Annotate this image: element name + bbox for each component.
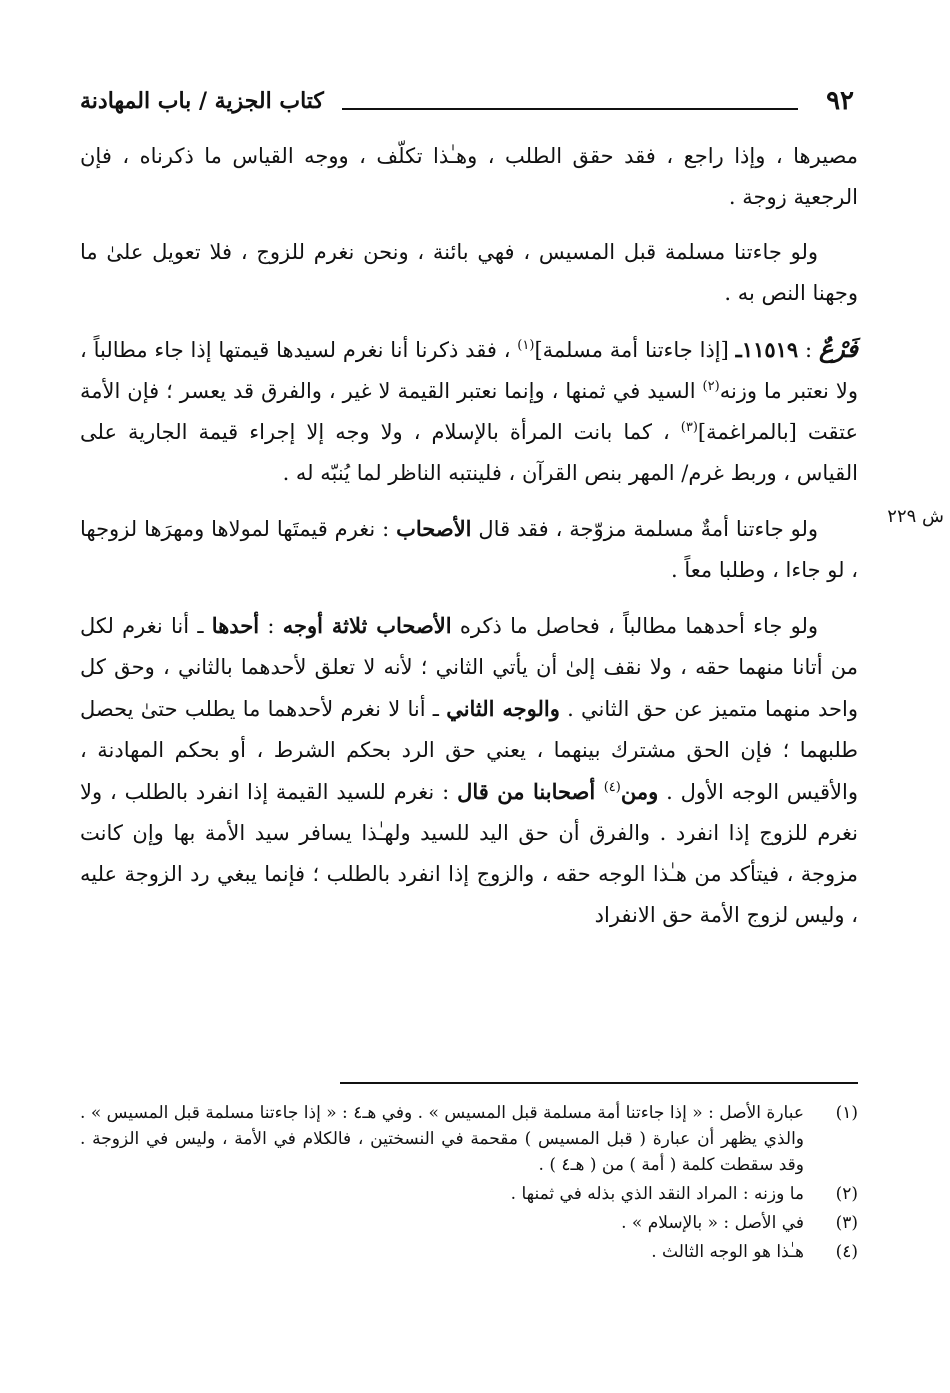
bold-term: أحدها — [211, 613, 260, 638]
running-header — [80, 86, 860, 122]
text-span: ـ أنا نغرم لكل من أتانا منهما حقه ، ولا نقف إلىٰ أن يأتي الثاني ؛ لأنه لا تعلق لأحدهما بالثاني ، وحق كل واحد منهما متميز عن حق الثاني . — [80, 614, 858, 721]
paragraph-continuation: مصيرها ، وإذا راجع ، فقد حقق الطلب ، وهـٰذا تكلّف ، ووجه القياس ما ذكرناه ، فإن الرجعية زوجة . — [80, 144, 858, 209]
text-span: السيد في ثمنها ، وإنما نعتبر القيمة لا غير ، والفرق قد يعسر ؛ فإن الأمة عتقت [بالمراغمة] — [80, 379, 858, 444]
text-span: ، كما بانت المرأة بالإسلام ، ولا وجه إلا إجراء قيمة الجارية على القياس ، وربط غرم/ المهر بنص القرآن ، فلينتبه الناظر لما يُنبّه له . — [80, 420, 858, 485]
paragraph-2: ولو جاءتنا مسلمة قبل المسيس ، فهي بائنة ، ونحن نغرم للزوج ، فلا تعويل علىٰ ما وجهنا النص به . — [80, 240, 858, 305]
footnote-ref-1[interactable]: (١) — [517, 338, 535, 353]
footnote-text: في الأصل : « بالإسلام » . — [621, 1213, 804, 1233]
text-span: ولو جاءتنا أمةٌ مسلمة مزوّجة ، فقد قال — [471, 517, 818, 541]
footnote-text: هـٰذا هو الوجه الثالث . — [651, 1242, 804, 1262]
footnote-ref-4[interactable]: (٤) — [603, 780, 621, 795]
footnote-ref-3[interactable]: (٣) — [680, 420, 698, 435]
footnote-4 — [80, 1239, 858, 1265]
issue-number: ١١٥١٩ـ — [735, 337, 799, 362]
footnotes — [80, 1100, 858, 1268]
text-span: ـ أنا لا نغرم لأحدهما ما يطلب حتىٰ يحصل طلبهما ؛ فإن الحق مشترك بينهما ، يعني حق الرد بحكم الشرط ، أو بحكم المهادنة ، والأقيس الوجه الأول . — [80, 697, 859, 804]
bold-term: أصحابنا من قال — [457, 779, 604, 804]
bold-term: ومن — [620, 779, 659, 804]
footnote-1 — [80, 1100, 858, 1178]
bold-term: الأصحاب ثلاثة أوجه — [282, 613, 452, 638]
bold-term: الأصحاب — [396, 516, 472, 541]
footnote-text: ما وزنه : المراد النقد الذي بذله في ثمنها . — [510, 1184, 804, 1204]
text-span: ، فقد ذكرنا أنا نغرم لسيدها قيمتها إذا جاء مطالباً ، ولا نعتبر ما وزنه — [80, 338, 858, 403]
far-label: فَرْعٌ — [818, 334, 858, 363]
footnote-text: عبارة الأصل : « إذا جاءتنا أمة مسلمة قبل المسيس » . وفي هـ٤ : « إذا جاءتنا مسلمة قبل المسيس » . والذي يظهر أن عبارة ( قبل المسيس ) مقحمة في النسختين ، فالكلام في الأمة ، وليس في الزوجة . وقد سقطت كلمة ( أمة ) من ( هـ٤ ) . — [80, 1103, 804, 1175]
manuscript-folio-note: ش ٢٢٩ — [887, 506, 944, 527]
footnote-3 — [80, 1210, 858, 1236]
paragraph-5 — [80, 605, 858, 936]
text-span: : نغرم للسيد القيمة إذا انفرد بالطلب ، ولا نغرم للزوج إذا انفرد . والفرق أن حق اليد للسيد ولهـٰذا يسافر سيد الأمة بها وإن كانت مزوجة ، فيتأكد من هـٰذا الوجه حقه ، والزوج إذا انفرد بالطلب ؛ فإنما يبغي رد الزوجة عليه ، وليس لزوج الأمة حق الانفراد — [80, 780, 858, 927]
text-span: : نغرم قيمتَها لمولاها ومهرَها لزوجها ، لو جاءا ، وطلبا معاً . — [80, 517, 858, 582]
footnote-2 — [80, 1181, 858, 1207]
footnote-separator — [340, 1082, 858, 1084]
text-span: ولو جاء أحدهما مطالباً ، فحاصل ما ذكره — [451, 614, 818, 638]
footnote-ref-2[interactable]: (٢) — [702, 379, 720, 394]
text-span: [إذا جاءتنا أمة مسلمة] — [534, 338, 736, 362]
main-text — [80, 136, 858, 936]
text-span: : — [259, 614, 283, 638]
paragraph-4 — [80, 508, 858, 591]
text-span: : — [798, 338, 819, 362]
page-number: ٩٢ — [826, 86, 854, 116]
footnote-number: (٣) — [835, 1213, 858, 1233]
bold-term: والوجه الثاني — [446, 696, 560, 721]
header-rule — [342, 108, 798, 110]
footnote-number: (١) — [835, 1103, 858, 1123]
paragraph-far — [80, 328, 858, 494]
footnote-number: (٤) — [835, 1242, 858, 1262]
running-title: كتاب الجزية / باب المهادنة — [80, 88, 324, 114]
footnote-number: (٢) — [835, 1184, 858, 1204]
